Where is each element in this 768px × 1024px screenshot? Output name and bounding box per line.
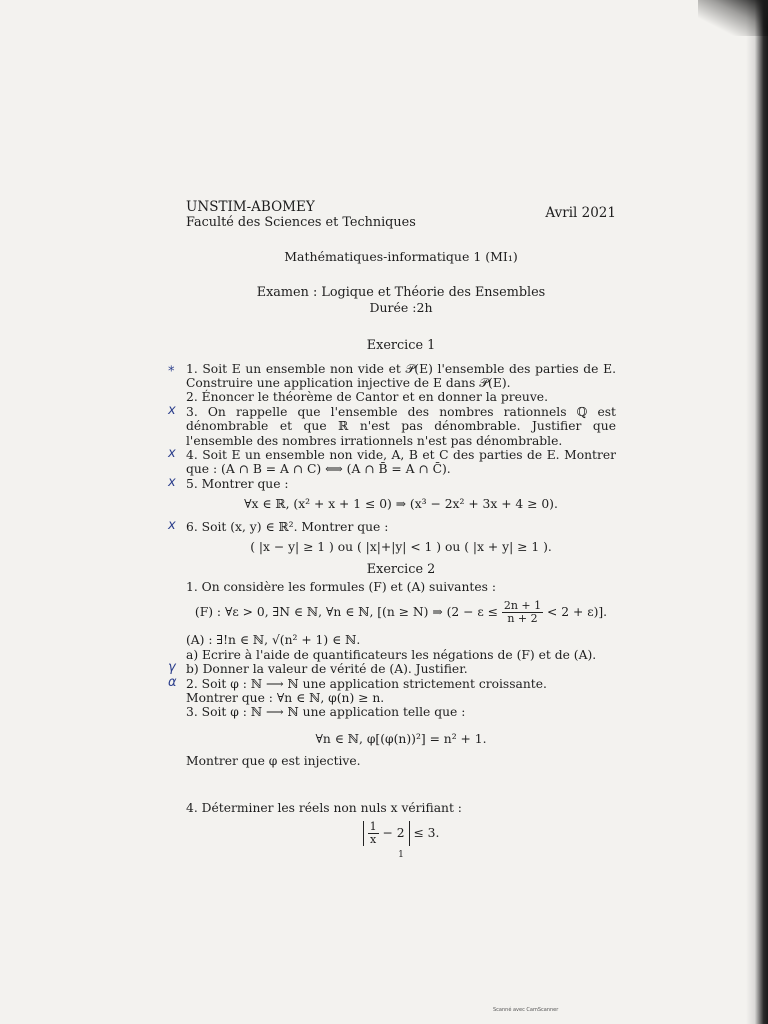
exam-sheet bbox=[168, 199, 616, 862]
exam-header bbox=[186, 200, 616, 230]
ex1-q6-formula: ( |x − y| ≥ 1 ) ou ( |x|+|y| < 1 ) ou ( |x + y| ≥ 1 ). bbox=[250, 540, 552, 555]
ex1-question-3 bbox=[168, 402, 616, 448]
ex2-q2-line1: 2. Soit φ : ℕ ⟶ ℕ une application strictement croissante. bbox=[186, 676, 547, 691]
ex1-q5-text: 5. Montrer que : bbox=[186, 476, 289, 491]
exercise-2-title: Exercice 2 bbox=[366, 561, 436, 577]
formula-F bbox=[186, 600, 616, 625]
ex2-question-1 bbox=[186, 580, 616, 594]
q4-fraction bbox=[368, 821, 379, 846]
course-title: Mathématiques-informatique 1 (MI₁) bbox=[284, 249, 518, 264]
page-number: 1 bbox=[398, 849, 404, 860]
spacer bbox=[186, 769, 616, 801]
ex1-q6-text: 6. Soit (x, y) ∈ ℝ². Montrer que : bbox=[186, 519, 389, 534]
ex2-question-4: 4. Déterminer les réels non nuls x vérifiant : bbox=[186, 800, 462, 815]
formula-F-fraction bbox=[502, 600, 543, 625]
ex1-q3-text: 3. On rappelle que l'ensemble des nombres rationnels ℚ est dénombrable et que ℝ n'est pas dénombrable. Justifier que l'ensemble des nombres irrationnels n'est pas dénombrable. bbox=[186, 404, 616, 448]
formula-F-right: < 2 + ε)]. bbox=[547, 605, 608, 620]
ex2-question-2-line2: Montrer que : ∀n ∈ ℕ, φ(n) ≥ n. bbox=[186, 690, 385, 705]
fraction-numerator: 2n + 1 bbox=[503, 599, 542, 613]
ex2-q3-formula: ∀n ∈ ℕ, φ[(φ(n))²] = n² + 1. bbox=[315, 731, 487, 746]
ex2-q1b-text: b) Donner la valeur de vérité de (A). Justifier. bbox=[186, 662, 468, 677]
exam-title: Examen : Logique et Théorie des Ensembles bbox=[256, 285, 546, 301]
ex1-q2-text: 2. Énoncer le théorème de Cantor et en donner la preuve. bbox=[186, 390, 548, 405]
handwritten-mark: x bbox=[168, 517, 176, 533]
ex1-question-6 bbox=[168, 517, 616, 534]
ex2-question-3-end: Montrer que φ est injective. bbox=[186, 754, 361, 769]
q4-bound: ≤ 3. bbox=[413, 825, 440, 840]
ex2-question-2 bbox=[168, 674, 616, 691]
ex2-q4-inequality bbox=[186, 821, 616, 846]
q4-minus-two: − 2 bbox=[382, 825, 405, 840]
ex2-q1-text: 1. On considère les formules (F) et (A) suivantes : bbox=[186, 579, 496, 594]
handwritten-mark: γ bbox=[168, 660, 176, 676]
ex1-q1-text: 1. Soit E un ensemble non vide et 𝒫(E) l'ensemble des parties de E. Construire une application injective de E dans 𝒫(E). bbox=[186, 361, 616, 391]
ex1-q4-text: 4. Soit E un ensemble non vide, A, B et C des parties de E. Montrer que : (A ∩ B = A ∩ C) ⟺ (A ∩ B̄ = A ∩ C̄). bbox=[186, 448, 616, 477]
ex1-question-2 bbox=[186, 390, 616, 404]
handwritten-mark: x bbox=[168, 446, 176, 462]
ex2-question-1a: a) Ecrire à l'aide de quantificateurs les négations de (F) et de (A). bbox=[186, 647, 597, 662]
formula-F-left: (F) : ∀ε > 0, ∃N ∈ ℕ, ∀n ∈ ℕ, [(n ≥ N) ⇒ (2 − ε ≤ bbox=[194, 605, 498, 620]
ex1-q5-formula: ∀x ∈ ℝ, (x² + x + 1 ≤ 0) ⇒ (x³ − 2x² + 3x + 4 ≥ 0). bbox=[244, 497, 558, 512]
ex2-question-3: 3. Soit φ : ℕ ⟶ ℕ une application telle que : bbox=[186, 705, 466, 720]
institution-name: UNSTIM-ABOMEY bbox=[186, 199, 315, 215]
page-edge-shadow bbox=[746, 0, 768, 1024]
fraction-numerator: 1 bbox=[369, 819, 377, 833]
handwritten-mark: α bbox=[168, 674, 177, 690]
institution-block bbox=[186, 200, 416, 230]
formula-A: (A) : ∃!n ∈ ℕ, √(n² + 1) ∈ ℕ. bbox=[186, 633, 361, 648]
ex1-question-1 bbox=[168, 359, 616, 391]
exam-duration: Durée :2h bbox=[369, 299, 433, 315]
scanner-watermark: Scanné avec CamScanner bbox=[493, 1007, 559, 1013]
ex1-question-5 bbox=[168, 474, 616, 491]
fraction-denominator: n + 2 bbox=[507, 612, 538, 626]
exam-date: Avril 2021 bbox=[545, 205, 616, 221]
ex2-question-1b bbox=[168, 660, 616, 677]
absolute-value bbox=[363, 821, 410, 846]
handwritten-mark: x bbox=[168, 474, 176, 490]
page-corner-shadow bbox=[698, 0, 768, 36]
ex1-question-4 bbox=[168, 446, 616, 477]
exercise-1-title: Exercice 1 bbox=[366, 338, 436, 354]
handwritten-mark: ⁎ bbox=[168, 359, 175, 375]
faculty-name: Faculté des Sciences et Techniques bbox=[186, 215, 416, 230]
handwritten-mark: x bbox=[168, 402, 176, 418]
fraction-denominator: x bbox=[369, 832, 377, 846]
